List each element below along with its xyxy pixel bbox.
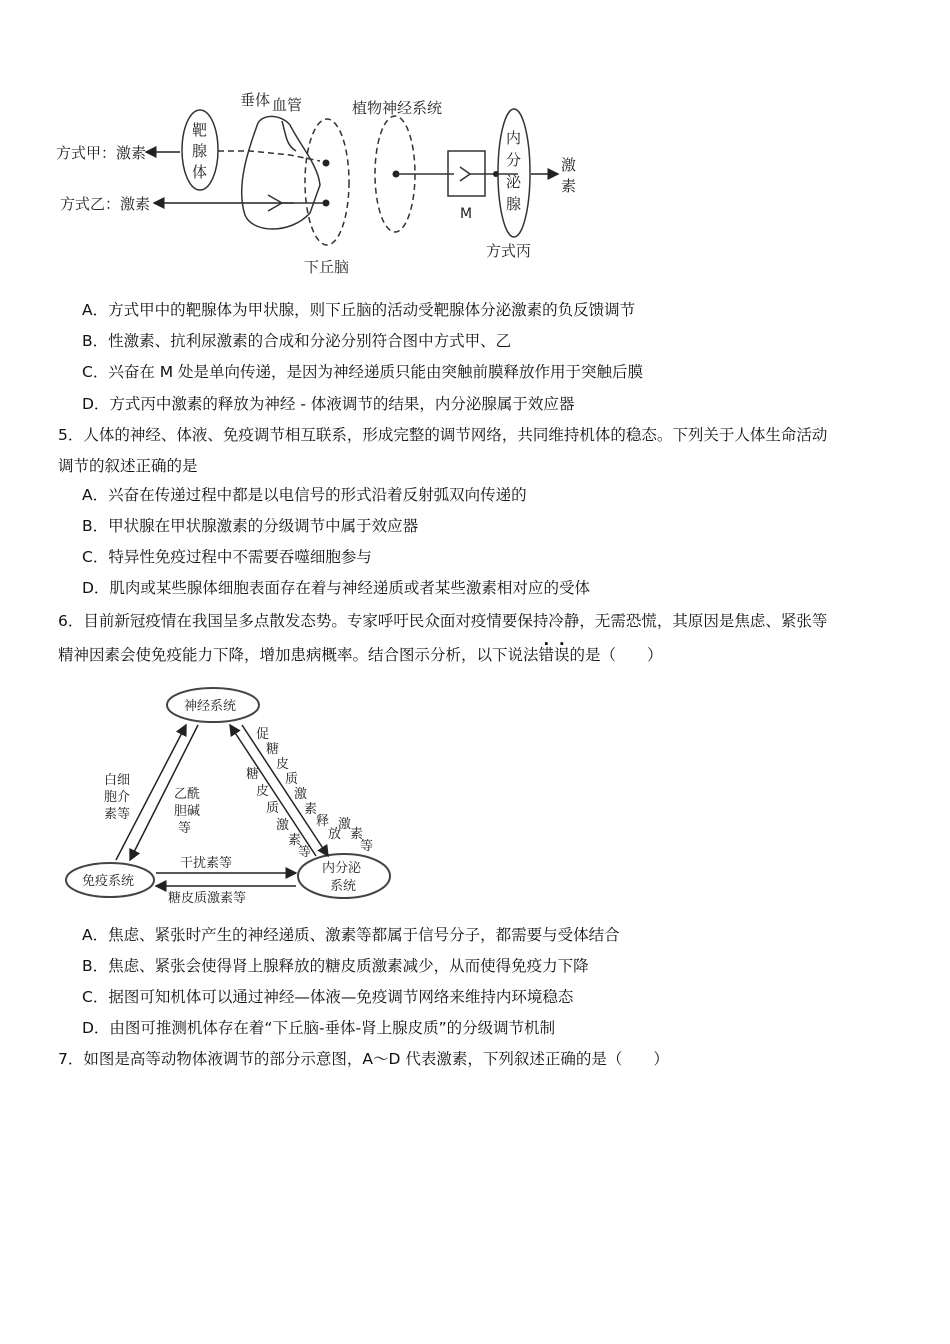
nervous-system-label: 神经系统 (184, 699, 237, 714)
target-gland-char-1: 靶 (192, 121, 208, 139)
q6-emphasis-char-2: 误 (554, 646, 570, 664)
q5-option-b: B．甲状腺在甲状腺激素的分级调节中属于效应器 (82, 517, 419, 535)
right-down-char-11: 等 (360, 839, 374, 854)
right-up-char-5: 素 (288, 833, 302, 848)
q6-stem-line2 (58, 645, 663, 665)
q6-stem-line1: 6．目前新冠疫情在我国呈多点散发态势。专家呼吁民众面对疫情要保持冷静，无需恐慌，其原因是焦虑、紧张等 (58, 612, 828, 630)
target-gland-char-3: 体 (192, 163, 208, 181)
right-up-char-6: 等 (298, 845, 312, 860)
way-b-label: 方式乙：激素 (60, 195, 151, 213)
hypothalamus-label: 下丘脑 (304, 258, 350, 276)
endocrine-system-label-1: 内分泌 (322, 861, 362, 876)
q5-stem-line2: 调节的叙述正确的是 (58, 457, 198, 475)
nervous-to-endocrine-arrow (242, 725, 328, 856)
right-down-char-10: 素 (350, 827, 364, 842)
right-down-char-1: 促 (256, 727, 270, 742)
bottom-top-label: 干扰素等 (180, 856, 233, 871)
left-up-label-1: 白细 (104, 773, 131, 788)
neuro-endocrine-immune-diagram (60, 680, 400, 905)
q4-option-d: D．方式丙中激素的释放为神经 - 体液调节的结果，内分泌腺属于效应器 (82, 395, 575, 413)
way-c-label: 方式丙 (486, 242, 532, 260)
right-down-char-5: 激 (294, 787, 308, 802)
right-down-char-2: 糖 (266, 742, 280, 757)
q4-option-b: B．性激素、抗利尿激素的合成和分泌分别符合图中方式甲、乙 (82, 332, 512, 350)
endocrine-gland-char-2: 分 (506, 151, 522, 169)
endocrine-system-label-2: 系统 (330, 879, 357, 894)
target-gland-char-2: 腺 (192, 142, 208, 160)
endocrine-gland-char-3: 泌 (506, 173, 522, 191)
left-down-label-2: 胆碱 (174, 804, 201, 819)
q6-option-c: C．据图可知机体可以通过神经—体液—免疫调节网络来维持内环境稳态 (82, 988, 574, 1006)
left-down-label-1: 乙酰 (174, 787, 201, 802)
right-up-char-4: 激 (276, 818, 290, 833)
endocrine-gland-char-1: 内 (506, 129, 522, 147)
hormone-out-char-2: 素 (561, 177, 577, 195)
q4-option-a: A．方式甲中的靶腺体为甲状腺，则下丘脑的活动受靶腺体分泌激素的负反馈调节 (82, 301, 636, 319)
hormone-regulation-diagram (50, 85, 610, 280)
q6-option-d: D．由图可推测机体存在着“下丘脑-垂体-肾上腺皮质”的分级调节机制 (82, 1019, 556, 1037)
q5-option-a: A．兴奋在传递过程中都是以电信号的形式沿着反射弧双向传递的 (82, 486, 527, 504)
q6-option-b: B．焦虑、紧张会使得肾上腺释放的糖皮质激素减少，从而使得免疫力下降 (82, 957, 589, 975)
blood-vessel-line (282, 121, 296, 151)
right-down-char-4: 质 (285, 772, 299, 787)
way-a-label: 方式甲：激素 (56, 144, 147, 162)
immune-system-label: 免疫系统 (82, 874, 135, 889)
left-down-label-3: 等 (178, 821, 192, 836)
right-up-char-3: 质 (266, 801, 280, 816)
right-down-char-3: 皮 (276, 757, 290, 772)
q6-stem-post: 的是（ ） (569, 646, 663, 664)
left-up-label-2: 胞介 (104, 790, 131, 805)
q6-stem-pre: 精神因素会使免疫能力下降，增加患病概率。结合图示分析，以下说法 (58, 646, 539, 664)
vessel-label: 血管 (272, 96, 303, 114)
pituitary-to-target-dash (218, 151, 320, 161)
bottom-bottom-label: 糖皮质激素等 (168, 891, 247, 905)
hypothalamus-neuron-2 (323, 200, 330, 207)
hormone-out-char-1: 激 (561, 156, 577, 174)
right-down-char-8: 放 (328, 827, 342, 842)
autonomic-label: 植物神经系统 (352, 99, 443, 117)
q4-option-c: C．兴奋在 M 处是单向传递，是因为神经递质只能由突触前膜释放作用于突触后膜 (82, 363, 644, 381)
right-down-char-9: 激 (338, 817, 352, 832)
hypothalamus-neuron-1 (323, 160, 330, 167)
right-down-char-6: 素 (304, 802, 318, 817)
synapse-ending (460, 167, 470, 181)
right-up-char-2: 皮 (256, 784, 270, 799)
q5-option-d: D．肌肉或某些腺体细胞表面存在着与神经递质或者某些激素相对应的受体 (82, 579, 590, 597)
right-up-char-1: 糖 (246, 767, 260, 782)
left-up-label-3: 素等 (104, 807, 131, 822)
endocrine-gland-char-4: 腺 (506, 195, 522, 213)
q6-emphasis-char-1: 错 (538, 646, 555, 664)
hypothalamus-ellipse (305, 119, 349, 245)
q7-stem: 7．如图是高等动物体液调节的部分示意图，A～D 代表激素，下列叙述正确的是（ ） (58, 1050, 669, 1068)
q6-option-a: A．焦虑、紧张时产生的神经递质、激素等都属于信号分子，都需要与受体结合 (82, 926, 620, 944)
q5-option-c: C．特异性免疫过程中不需要吞噬细胞参与 (82, 548, 372, 566)
right-down-char-7: 释 (316, 814, 330, 829)
synapse-label: M (460, 206, 473, 222)
pituitary-label: 垂体 (240, 91, 271, 109)
q5-stem-line1: 5．人体的神经、体液、免疫调节相互联系，形成完整的调节网络，共同维持机体的稳态。下列关于人体生命活动 (58, 426, 828, 444)
